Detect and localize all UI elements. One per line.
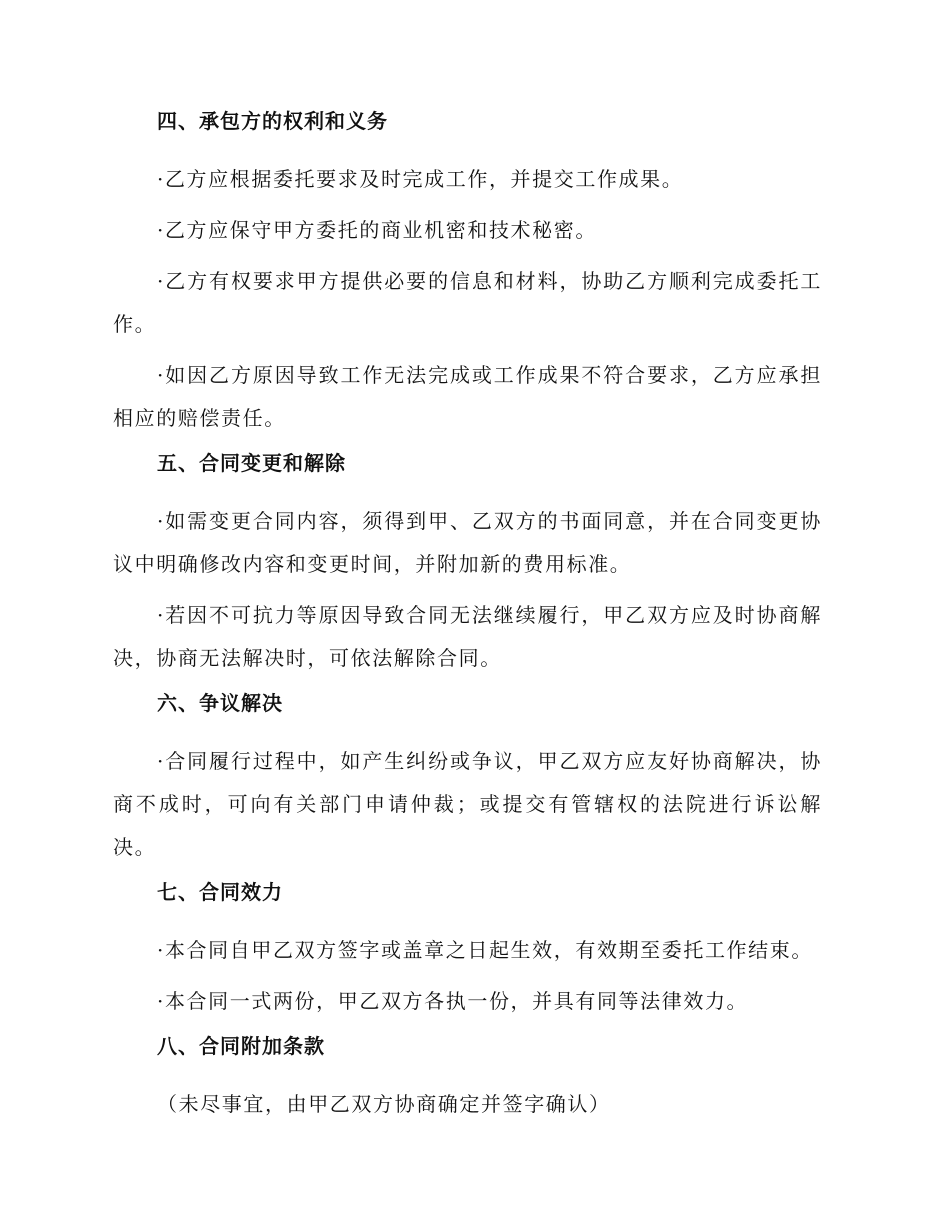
clause-paragraph: ·如需变更合同内容，须得到甲、乙双方的书面同意，并在合同变更协议中明确修改内容和变更时间，并附加新的费用标准。 <box>113 509 822 576</box>
clause-paragraph: ·本合同自甲乙双方签字或盖章之日起生效，有效期至委托工作结束。 <box>157 938 813 962</box>
clause-paragraph: ·乙方有权要求甲方提供必要的信息和材料，协助乙方顺利完成委托工作。 <box>113 269 822 336</box>
clause-paragraph: ·乙方应保守甲方委托的商业机密和技术秘密。 <box>157 218 597 242</box>
section-heading-change-termination: 五、合同变更和解除 <box>157 451 346 475</box>
clause-paragraph: ·本合同一式两份，甲乙双方各执一份，并具有同等法律效力。 <box>157 989 749 1013</box>
clause-paragraph: ·合同履行过程中，如产生纠纷或争议，甲乙双方应友好协商解决，协商不成时，可向有关部门申请仲裁；或提交有管辖权的法院进行诉讼解决。 <box>113 749 822 859</box>
closing-note: （未尽事宜，由甲乙双方协商确定并签字确认） <box>157 1092 611 1116</box>
section-heading-dispute-resolution: 六、争议解决 <box>157 691 283 715</box>
section-heading-contract-validity: 七、合同效力 <box>157 880 283 904</box>
clause-paragraph: ·如因乙方原因导致工作无法完成或工作成果不符合要求，乙方应承担相应的赔偿责任。 <box>113 363 822 430</box>
section-heading-additional-terms: 八、合同附加条款 <box>157 1034 325 1058</box>
clause-paragraph: ·乙方应根据委托要求及时完成工作，并提交工作成果。 <box>157 167 684 191</box>
section-heading-rights-obligations: 四、承包方的权利和义务 <box>157 109 388 133</box>
clause-paragraph: ·若因不可抗力等原因导致合同无法继续履行，甲乙双方应及时协商解决，协商无法解决时，可依法解除合同。 <box>113 603 822 670</box>
